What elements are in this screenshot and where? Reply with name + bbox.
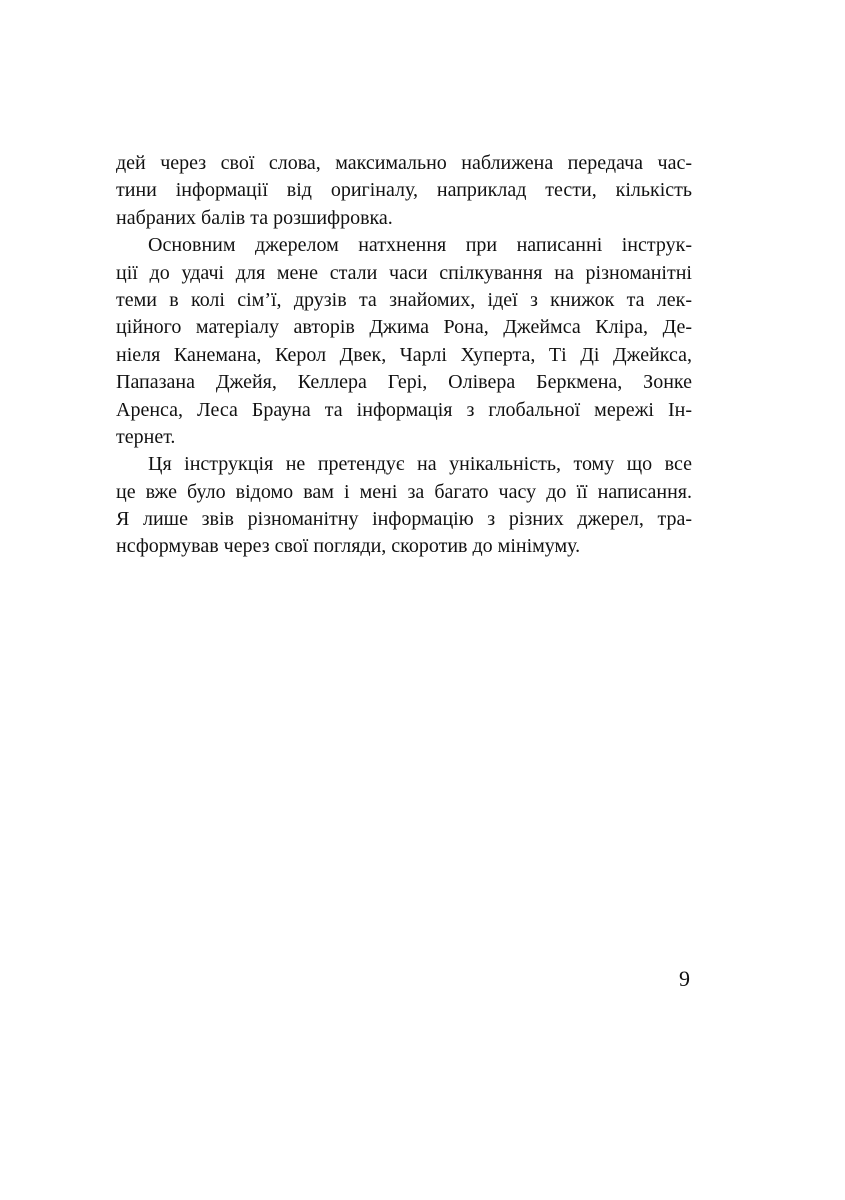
paragraph-1-line-3: набраних балів та розшифровка. bbox=[116, 206, 393, 229]
paragraph-2-line-7: Аренса, Леса Брауна та інформація з глобальної мережі Ін- bbox=[116, 398, 692, 421]
paragraph-3-line-4: нсформував через свої погляди, скоротив до мінімуму. bbox=[116, 535, 581, 558]
body-text bbox=[116, 150, 692, 561]
paragraph-2-line-3: теми в колі сім’ї, друзів та знайомих, ідеї з книжок та лек- bbox=[116, 288, 692, 311]
paragraph-1-line-1: дей через свої слова, максимально наближена передача час- bbox=[116, 152, 692, 174]
paragraph-2-line-5: ніеля Канемана, Керол Двек, Чарлі Хуперта, Ті Ді Джейкса, bbox=[116, 343, 692, 366]
paragraph-2-line-8: тернет. bbox=[116, 425, 176, 448]
paragraph-3-line-3: Я лише звів різноманітну інформацію з різних джерел, тра- bbox=[116, 508, 692, 531]
paragraph-2-line-4: ційного матеріалу авторів Джима Рона, Джеймса Кліра, Де- bbox=[116, 316, 692, 339]
page-number: 9 bbox=[679, 966, 690, 991]
paragraph-2-line-2: ції до удачі для мене стали часи спілкування на різноманітні bbox=[116, 261, 692, 284]
paragraph-2-line-6: Папазана Джейя, Келлера Гері, Олівера Беркмена, Зонке bbox=[116, 371, 692, 394]
paragraph-1-line-2: тини інформації від оригіналу, наприклад тести, кількість bbox=[116, 179, 692, 202]
paragraph-3-line-2: це вже було відомо вам і мені за багато часу до її написання. bbox=[116, 480, 692, 503]
paragraph-3-line-1: Ця інструкція не претендує на унікальність, тому що все bbox=[148, 453, 692, 476]
paragraph-2-line-1: Основним джерелом натхнення при написанні інструк- bbox=[148, 234, 692, 257]
